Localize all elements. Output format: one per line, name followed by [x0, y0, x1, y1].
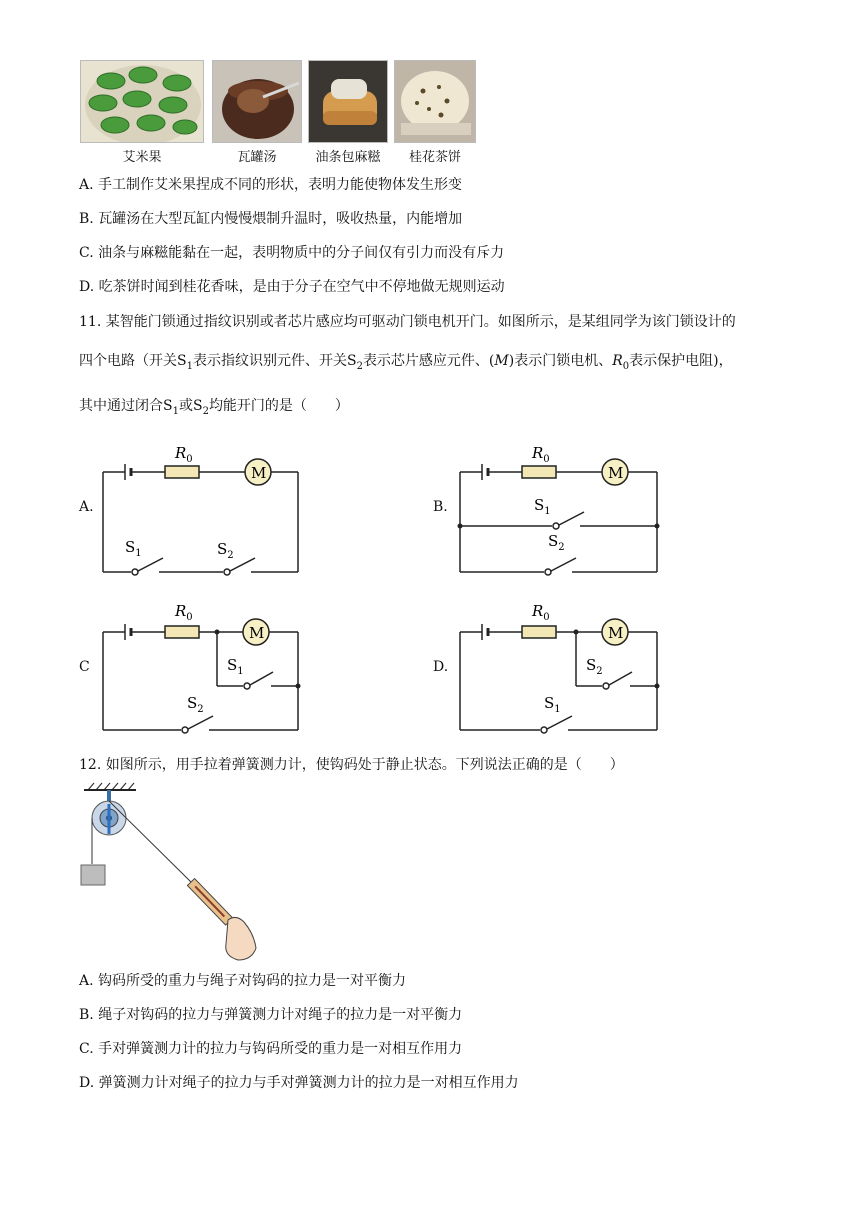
- switch-label-s1: $S_1$: [534, 496, 551, 517]
- circuit-label-a: A.: [79, 499, 94, 515]
- photo-caption: 艾米果: [122, 150, 162, 165]
- circuit-diagram-b: [452, 440, 667, 580]
- q12-stem: 12. 如图所示，用手拉着弹簧测力计，使钩码处于静止状态。下列说法正确的是（ ）: [79, 757, 624, 773]
- q10-option-a: A. 手工制作艾米果捏成不同的形状，表明力能使物体发生形变: [79, 177, 463, 193]
- photo-youtiao-maci: [308, 60, 388, 143]
- motor-label: M: [251, 464, 267, 482]
- motor-label: M: [249, 624, 265, 642]
- clay-pot-soup-image: [213, 61, 302, 143]
- q11-stem-line2: 四个电路（开关$S_1$表示指纹识别元件、开关$S_2$表示芯片感应元件、(M)表示门锁电机、$R_0$表示保护电阻)，: [79, 353, 733, 372]
- circuit-diagram-a: [95, 440, 310, 580]
- switch-label-s1: $S_1$: [125, 538, 142, 559]
- circuit-label-d: D.: [433, 659, 449, 675]
- s2-symbol: $S_2$: [346, 353, 363, 372]
- photo-caption: 瓦罐汤: [237, 150, 277, 165]
- switch-label-s2: $S_2$: [586, 656, 603, 677]
- s1-symbol: $S_1$: [177, 353, 193, 372]
- resistor-label: $R_0$: [532, 444, 550, 465]
- photo-caption: 油条包麻糍: [315, 150, 381, 165]
- pulley-spring-scale-figure: [78, 782, 273, 962]
- q12-option-b: B. 绳子对钩码的拉力与弹簧测力计对绳子的拉力是一对平衡力: [79, 1007, 463, 1023]
- q11-stem-line1: 11. 某智能门锁通过指纹识别或者芯片感应均可驱动门锁电机开门。如图所示，是某组同学为该门锁设计的: [79, 314, 736, 330]
- resistor-label: $R_0$: [175, 602, 193, 623]
- resistor-label: $R_0$: [175, 444, 193, 465]
- q10-option-d: D. 吃茶饼时闻到桂花香味，是由于分子在空气中不停地做无规则运动: [79, 279, 505, 295]
- green-dumplings-image: [81, 61, 204, 143]
- circuit-diagram-c: [95, 598, 310, 738]
- switch-label-s2: $S_2$: [217, 540, 234, 561]
- switch-label-s2: $S_2$: [187, 694, 204, 715]
- circuit-diagram-d: [452, 598, 667, 738]
- q11-stem-line3: 其中通过闭合$S_1$或$S_2$均能开门的是（ ）: [79, 398, 349, 417]
- q12-option-d: D. 弹簧测力计对绳子的拉力与手对弹簧测力计的拉力是一对相互作用力: [79, 1075, 519, 1091]
- photo-guihua-chabing: [394, 60, 476, 143]
- resistor-label: $R_0$: [532, 602, 550, 623]
- motor-label: M: [608, 464, 624, 482]
- q12-option-c: C. 手对弹簧测力计的拉力与钩码所受的重力是一对相互作用力: [79, 1041, 463, 1057]
- q10-option-b: B. 瓦罐汤在大型瓦缸内慢慢煨制升温时，吸收热量，内能增加: [79, 211, 463, 227]
- motor-label: M: [608, 624, 624, 642]
- switch-label-s1: $S_1$: [227, 656, 244, 677]
- switch-label-s2: $S_2$: [548, 532, 565, 553]
- photo-caption: 桂花茶饼: [408, 150, 461, 165]
- circuit-label-c: C: [79, 659, 90, 675]
- q12-option-a: A. 钩码所受的重力与绳子对钩码的拉力是一对平衡力: [79, 973, 407, 989]
- tea-cake-image: [395, 61, 476, 143]
- q10-option-c: C. 油条与麻糍能黏在一起，表明物质中的分子间仅有引力而没有斥力: [79, 245, 505, 261]
- switch-label-s1: $S_1$: [544, 694, 561, 715]
- photo-waguantang: [212, 60, 302, 143]
- circuit-label-b: B.: [433, 499, 448, 515]
- photo-aimiguo: [80, 60, 204, 143]
- fried-dough-image: [309, 61, 388, 143]
